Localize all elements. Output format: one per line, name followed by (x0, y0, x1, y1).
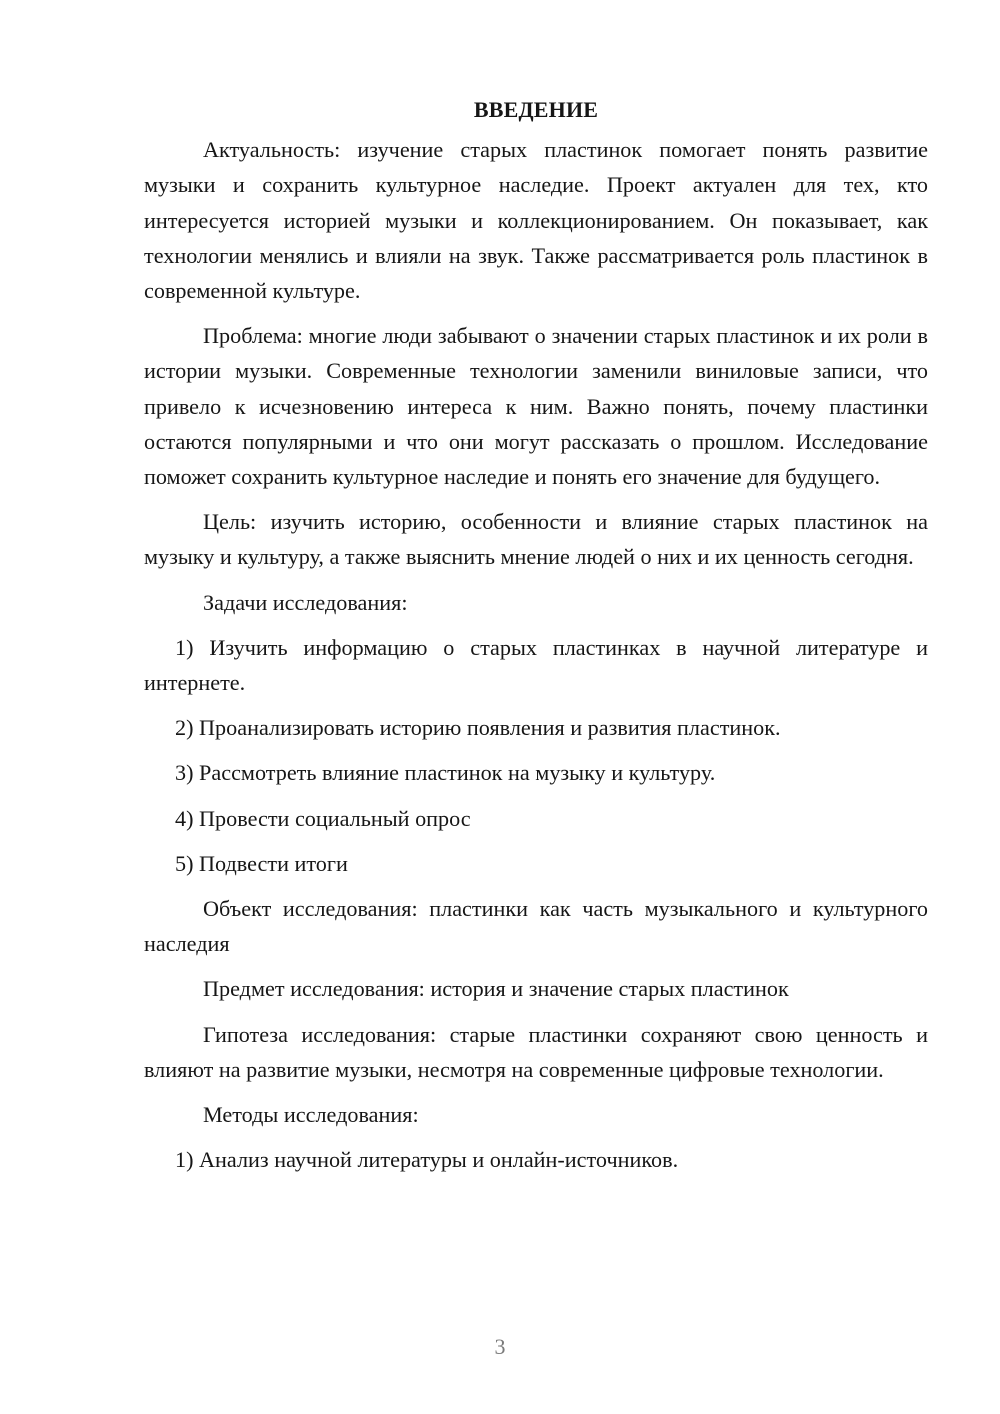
method-item-1: 1) Анализ научной литературы и онлайн-источников. (175, 1147, 679, 1173)
task-item-4: 4) Провести социальный опрос (175, 805, 471, 831)
paragraph-problem: Проблема: многие люди забывают о значении старых пластинок и их роли в истории музыки. Современные технологии заменили виниловые записи, что привело к исчезновению интереса к ним. Важно понять, почему пластинки остаются популярными и что они могут рассказать о прошлом. Исследование поможет сохранить культурное наследие и понять его значение для будущего. (144, 323, 928, 490)
task-item-3: 3) Рассмотреть влияние пластинок на музыку и культуру. (175, 760, 716, 786)
paragraph-relevance: Актуальность: изучение старых пластинок помогает понять развитие музыки и сохранить культурное наследие. Проект актуален для тех, кто интересуется историей музыки и коллекционированием. Он показывает, как технологии менялись и влияли на звук. Также рассматривается роль пластинок в современной культуре. (144, 137, 928, 304)
research-hypothesis: Гипотеза исследования: старые пластинки сохраняют свою ценность и влияют на развитие музыки, несмотря на современные цифровые технологии. (144, 1021, 928, 1082)
task-item-2: 2) Проанализировать историю появления и развития пластинок. (175, 715, 781, 741)
tasks-title: Задачи исследования: (203, 589, 408, 615)
methods-title: Методы исследования: (203, 1102, 419, 1128)
research-subject: Предмет исследования: история и значение старых пластинок (203, 976, 789, 1002)
page-number: 3 (494, 1334, 506, 1359)
research-object: Объект исследования: пластинки как часть музыкального и культурного наследия (144, 896, 928, 957)
document-page (144, 92, 928, 1177)
task-item-1: 1) Изучить информацию о старых пластинках в научной литературе и интернете. (144, 634, 928, 696)
task-item-5: 5) Подвести итоги (175, 850, 348, 876)
section-heading: ВВЕДЕНИЕ (473, 97, 599, 122)
paragraph-goal: Цель: изучить историю, особенности и влияние старых пластинок на музыку и культуру, а также выяснить мнение людей о них и их ценность сегодня. (144, 509, 928, 570)
